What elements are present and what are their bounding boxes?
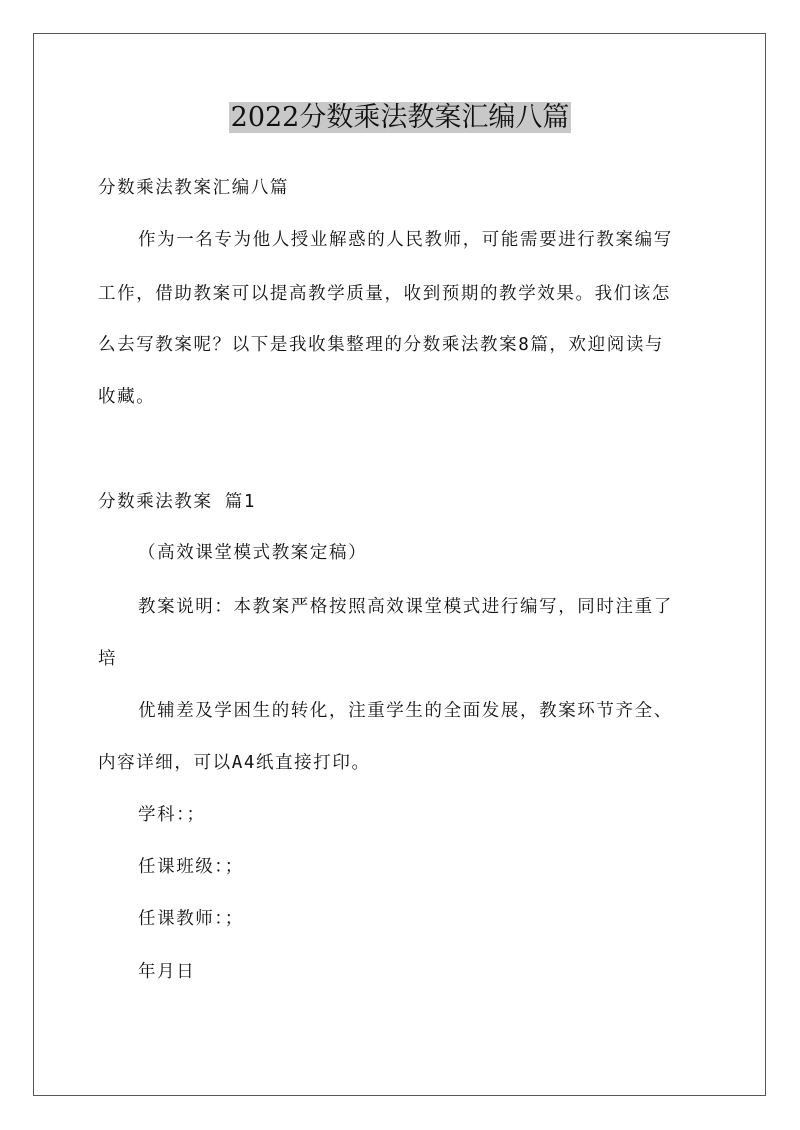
- section-line: 培: [98, 649, 118, 669]
- intro-line: 收藏。: [98, 387, 156, 407]
- section-line: 教案说明：本教案严格按照高效课堂模式进行编写，同时注重了: [138, 597, 673, 617]
- intro-line: 作为一名专为他人授业解惑的人民教师，可能需要进行教案编写: [138, 230, 673, 250]
- section-line: （高效课堂模式教案定稿）: [138, 543, 368, 563]
- section-line: 优辅差及学困生的转化，注重学生的全面发展，教案环节齐全、: [138, 701, 673, 721]
- section-line: 任课班级：；: [138, 857, 244, 877]
- document-title: [0, 98, 800, 138]
- intro-line: 么去写教案呢？以下是我收集整理的分数乘法教案8篇，欢迎阅读与: [98, 335, 665, 355]
- document-subtitle: 分数乘法教案汇编八篇: [98, 178, 289, 198]
- section-line: 学科：；: [138, 805, 206, 825]
- intro-line: 工作，借助教案可以提高教学质量，收到预期的教学效果。我们该怎: [98, 284, 671, 304]
- section-heading: 分数乘法教案 篇1: [98, 492, 256, 512]
- section-line: 任课教师：；: [138, 909, 244, 929]
- section-line: 年月日: [138, 962, 196, 982]
- document-title-text: 2022分数乘法教案汇编八篇: [230, 102, 570, 133]
- section-line: 内容详细，可以A4纸直接打印。: [98, 753, 371, 773]
